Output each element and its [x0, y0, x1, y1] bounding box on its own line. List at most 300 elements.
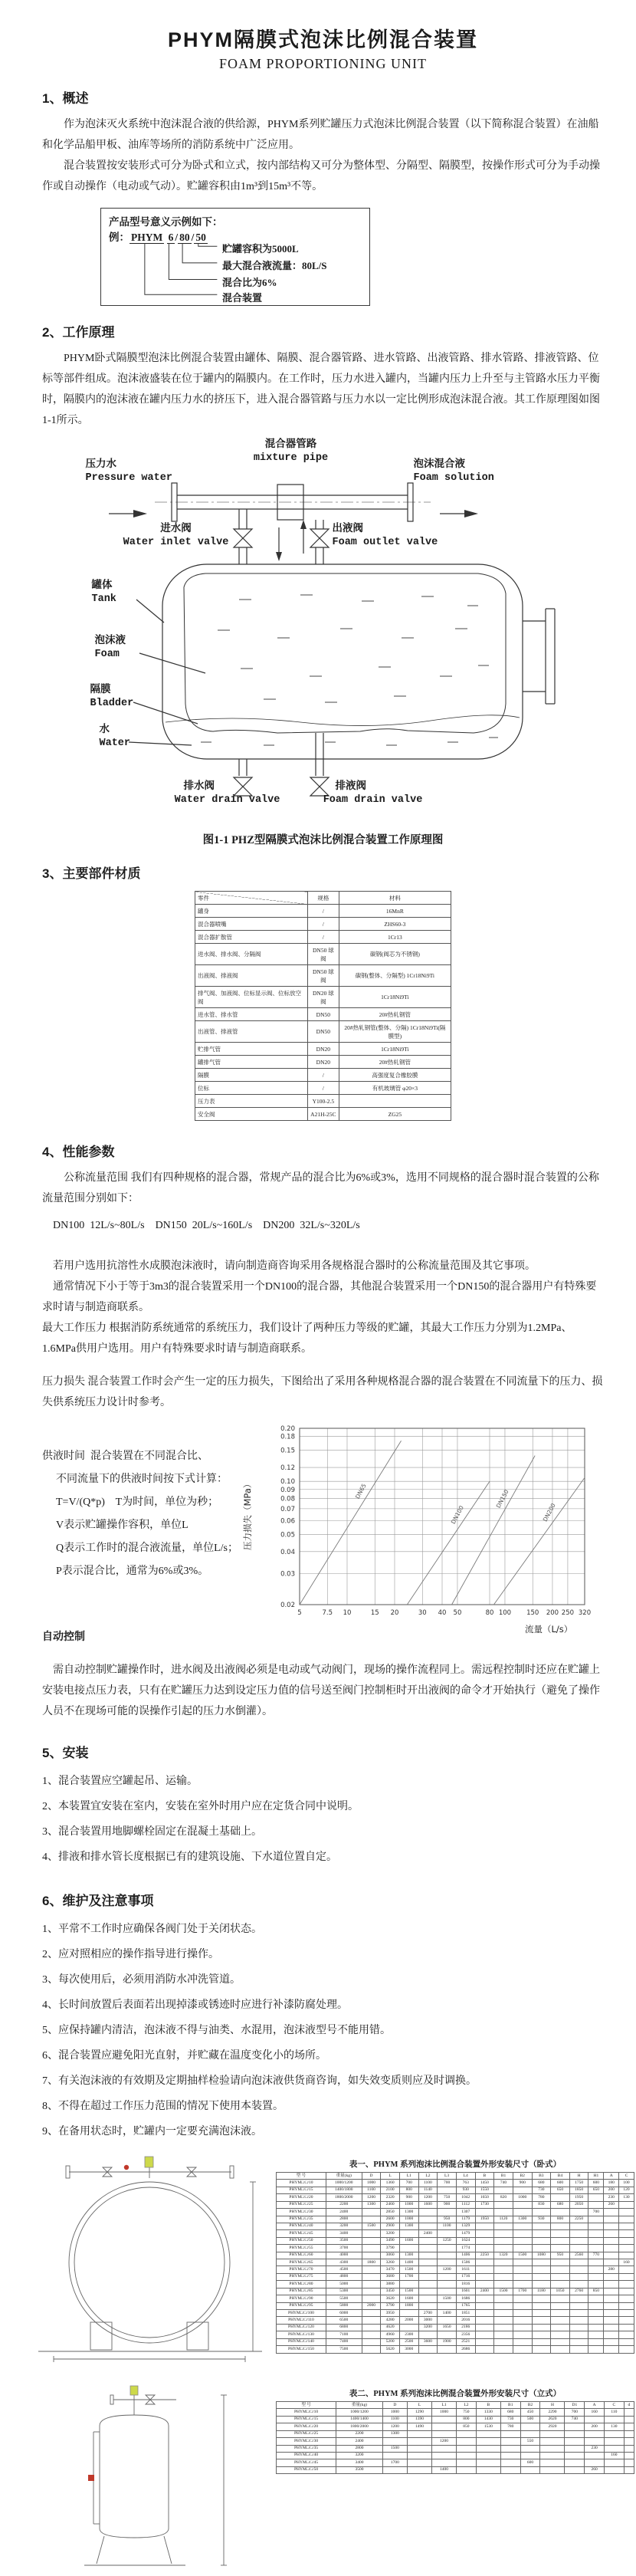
- table-cell: 700: [438, 2180, 457, 2187]
- table-cell: 730: [532, 2187, 551, 2193]
- table-cell: [513, 2259, 532, 2266]
- section-1-paragraph: 混合装置按安装形式可分为卧式和立式，按内部结构又可分为整体型、分隔型、隔膜型，按操作形式可分为手动操作或自动操作（电动或气动）。贮罐容积由1m³到15m³不等。: [42, 160, 600, 192]
- table-cell: [418, 2273, 438, 2280]
- list-item: 2、本装置宜安装在室内，安装在室外时用户应在定货合同中说明。: [42, 1801, 359, 1812]
- table-cell: 5500: [326, 2295, 362, 2302]
- table-cell: [569, 2317, 588, 2324]
- table-row: [277, 2223, 634, 2229]
- table-cell: 2200: [326, 2201, 362, 2208]
- table-header-cell: B1: [500, 2402, 520, 2409]
- table-header-cell: 型 号: [277, 2173, 326, 2180]
- table-cell: [513, 2338, 532, 2345]
- table-cell: [551, 2273, 570, 2280]
- table-row: [195, 1108, 451, 1121]
- table-cell: [494, 2331, 513, 2338]
- table-cell: [569, 2338, 588, 2345]
- table-cell: [431, 2445, 456, 2452]
- label-en: Foam: [94, 649, 120, 660]
- table-cell: 1000/1200: [336, 2409, 383, 2416]
- svg-text:250: 250: [561, 1609, 575, 1617]
- table-cell: [551, 2302, 570, 2309]
- table-row: [277, 2180, 634, 2187]
- table-cell: 700: [588, 2209, 604, 2216]
- table-cell: [565, 2445, 585, 2452]
- table-row: [277, 2438, 634, 2445]
- table-cell: 200: [585, 2423, 605, 2430]
- svg-text:7.5: 7.5: [322, 1609, 333, 1617]
- svg-text:10: 10: [343, 1609, 352, 1617]
- table-cell: 160: [585, 2409, 605, 2416]
- table-cell: 900: [438, 2201, 457, 2208]
- table-row: [277, 2466, 634, 2473]
- table-cell: PHYM□/□/10: [277, 2409, 336, 2416]
- table-cell: 1700: [513, 2288, 532, 2295]
- table-cell: 4620: [381, 2324, 400, 2331]
- table-cell: [494, 2302, 513, 2309]
- label-en: Water inlet valve: [123, 537, 229, 548]
- table-cell: 2600: [381, 2216, 400, 2223]
- svg-text:100: 100: [498, 1609, 512, 1617]
- table-cell: 850: [588, 2288, 604, 2295]
- table-cell: [475, 2310, 494, 2317]
- table-cell: 出液阀、排液阀: [195, 965, 308, 987]
- supply-time-line: 不同流量下的供液时间按下式计算：: [56, 1474, 228, 1485]
- table-cell: [520, 2466, 540, 2473]
- table-row: [195, 931, 451, 944]
- table-cell: 1400: [438, 2310, 457, 2317]
- table-header-cell: A: [585, 2402, 605, 2409]
- table-cell: [551, 2331, 570, 2338]
- table-cell: 280: [604, 2266, 619, 2273]
- table-cell: [438, 2252, 457, 2259]
- table-cell: 出液管、排液管: [195, 1021, 308, 1043]
- table-cell: 混合器喷嘴: [195, 918, 308, 931]
- table-cell: [604, 2259, 619, 2266]
- supply-time-line: V表示贮罐操作容积，单位L: [56, 1520, 189, 1531]
- diagram-label-pressure-water: [86, 458, 172, 485]
- table-cell: 1100: [362, 2187, 381, 2193]
- table-cell: [520, 2445, 540, 2452]
- table-cell: DN50 球阀: [307, 944, 339, 965]
- table-cell: 1300: [362, 2201, 381, 2208]
- table-cell: 2800: [326, 2216, 362, 2223]
- table-cell: 3470: [381, 2266, 400, 2273]
- table-cell: [476, 2445, 500, 2452]
- table-cell: 1200: [431, 2438, 456, 2445]
- table-cell: 763: [456, 2180, 475, 2187]
- table-row: [277, 2288, 634, 2295]
- table-cell: [500, 2452, 520, 2459]
- table-row: [195, 944, 451, 965]
- svg-text:0.18: 0.18: [280, 1433, 295, 1441]
- table-cell: 1000/1200: [326, 2180, 362, 2187]
- table-cell: [619, 2230, 634, 2237]
- table-cell: [619, 2324, 634, 2331]
- table-cell: PHYM□/□/95: [277, 2302, 326, 2309]
- table-cell: 1080: [532, 2252, 551, 2259]
- table-cell: [494, 2201, 513, 2208]
- table-cell: [382, 2466, 407, 2473]
- table-row: [277, 2302, 634, 2309]
- table-cell: [431, 2459, 456, 2466]
- svg-text:0.10: 0.10: [280, 1478, 295, 1487]
- table-cell: 2460: [381, 2201, 400, 2208]
- table-cell: 1601: [456, 2288, 475, 2295]
- table-cell: [513, 2324, 532, 2331]
- table-header-cell: B: [475, 2173, 494, 2180]
- svg-text:80: 80: [485, 1609, 494, 1617]
- table-header-cell: L3: [438, 2173, 457, 2180]
- table-cell: 1Cr18Ni9Ti: [339, 987, 451, 1008]
- table-cell: 1250: [438, 2237, 457, 2244]
- table-cell: 900: [399, 2194, 418, 2201]
- table-cell: [475, 2230, 494, 2237]
- table-cell: 6800: [326, 2324, 362, 2331]
- table-cell: [438, 2187, 457, 2193]
- list-item: 5、应保持罐内清洁，泡沫液不得与油类、水混用，泡沫液型号不能用错。: [42, 2025, 391, 2036]
- table-header-cell: 零件: [195, 892, 308, 905]
- table-cell: [532, 2317, 551, 2324]
- table-1-block: [0, 2155, 636, 2374]
- table-cell: [513, 2346, 532, 2353]
- table-1-caption: 表一、PHYM 系列泡沫比例混合装置外形安装尺寸（卧式）: [349, 2160, 562, 2169]
- pressure-loss-chart: [238, 1421, 606, 1651]
- table-cell: [540, 2445, 565, 2452]
- table-header-cell: 规格: [307, 892, 339, 905]
- table-cell: 4280: [381, 2317, 400, 2324]
- table-header-cell: L: [381, 2173, 400, 2180]
- table-cell: [494, 2310, 513, 2317]
- table-cell: [513, 2302, 532, 2309]
- table-cell: [362, 2317, 381, 2324]
- table-cell: 120: [619, 2187, 634, 2193]
- svg-text:DN150: DN150: [494, 1488, 510, 1510]
- table-cell: 700: [565, 2409, 585, 2416]
- table-cell: [588, 2302, 604, 2309]
- supply-time-column: [42, 1418, 238, 1660]
- table-cell: [551, 2259, 570, 2266]
- table-row: [195, 918, 451, 931]
- table-cell: [362, 2288, 381, 2295]
- table-cell: [494, 2237, 513, 2244]
- label-en: Water: [99, 738, 131, 749]
- table-row: [195, 965, 451, 987]
- table-cell: 混合器扩散管: [195, 931, 308, 944]
- table-cell: 2800: [336, 2445, 383, 2452]
- table-cell: [540, 2466, 565, 2473]
- table-cell: 1490: [407, 2423, 431, 2430]
- table-cell: PHYM□/□/35: [277, 2445, 336, 2452]
- table-cell: [532, 2281, 551, 2288]
- table-cell: 260: [604, 2201, 619, 2208]
- table-cell: 20#热轧钢管(整体、分隔) 1Cr18Ni9Ti(隔膜型): [339, 1021, 451, 1043]
- table-cell: [565, 2452, 585, 2459]
- table-cell: [382, 2452, 407, 2459]
- table-cell: 260: [585, 2466, 605, 2473]
- table-cell: [565, 2466, 585, 2473]
- table-cell: [605, 2466, 625, 2473]
- table-cell: [418, 2259, 438, 2266]
- table-cell: [569, 2259, 588, 2266]
- page-title: PHYM隔膜式泡沫比例混合装置: [167, 28, 478, 51]
- table-2-block: [0, 2384, 636, 2576]
- table-cell: 1500: [399, 2266, 418, 2273]
- table-2-area: [276, 2384, 634, 2474]
- table-cell: PHYM□/□/15: [277, 2416, 336, 2423]
- table-cell: 1400/1800: [326, 2187, 362, 2193]
- table-cell: [438, 2245, 457, 2252]
- table-cell: 5620: [381, 2346, 400, 2353]
- table-cell: 进水管、排水管: [195, 1008, 308, 1021]
- level-gauge-mark: [145, 2157, 153, 2167]
- table-cell: [551, 2266, 570, 2273]
- table-cell: /: [307, 905, 339, 918]
- label-en: mixture pipe: [253, 452, 329, 464]
- table-cell: [604, 2216, 619, 2223]
- table-cell: 有机玻璃管 φ20×3: [339, 1082, 451, 1095]
- table-cell: 2000: [362, 2302, 381, 2309]
- table-cell: [624, 2438, 634, 2445]
- table-cell: 1400: [431, 2466, 456, 2473]
- table-cell: 5000: [326, 2281, 362, 2288]
- table-cell: /: [307, 1069, 339, 1082]
- table-cell: 1800/2000: [326, 2194, 362, 2201]
- model-callout: 最大混合液流量：80L/S: [222, 260, 327, 271]
- table-cell: [540, 2459, 565, 2466]
- table-cell: [588, 2281, 604, 2288]
- table-row: [277, 2430, 634, 2437]
- table-cell: [569, 2281, 588, 2288]
- table-cell: 1600: [399, 2237, 418, 2244]
- label-zh: 隔膜: [90, 685, 111, 696]
- table-cell: [604, 2338, 619, 2345]
- table-cell: 排气阀、加液阀、位标显示阀、位标放空阀: [195, 987, 308, 1008]
- svg-text:DN65: DN65: [353, 1482, 368, 1500]
- table-cell: [362, 2237, 381, 2244]
- performance-columns: [42, 1418, 604, 1660]
- model-part-ratio: 6: [168, 232, 174, 243]
- table-cell: [431, 2416, 456, 2423]
- label-en: Foam outlet valve: [332, 537, 438, 548]
- table-cell: 2186: [456, 2324, 475, 2331]
- table-cell: PHYM□/□/20: [277, 2423, 336, 2430]
- table-cell: 730: [500, 2416, 520, 2423]
- section-4-heading: 4、性能参数: [42, 1145, 115, 1159]
- table-header-cell: C: [605, 2402, 625, 2409]
- table-cell: 950: [438, 2216, 457, 2223]
- diagram-label-foam-outlet-valve: [333, 523, 438, 549]
- table-row: [277, 2331, 634, 2338]
- label-en: Foam drain valve: [323, 794, 423, 806]
- svg-text:20: 20: [390, 1609, 399, 1617]
- table-cell: 650: [588, 2187, 604, 2193]
- table-cell: [624, 2452, 634, 2459]
- table-cell: [362, 2230, 381, 2237]
- table-cell: PHYM□/□/70: [277, 2266, 326, 2273]
- model-designation-box: [100, 208, 370, 306]
- table-row: [195, 905, 451, 918]
- table-cell: [551, 2324, 570, 2331]
- table-cell: [494, 2295, 513, 2302]
- table-row: [277, 2423, 634, 2430]
- section-1-paragraph: 作为泡沫灭火系统中泡沫混合液的供给源，PHYM系列贮罐压力式泡沫比例混合装置（以下简称混合装置）在油船和化学品船甲板、油库等场所的消防系统中广泛应用。: [42, 119, 599, 151]
- table-cell: 500: [520, 2416, 540, 2423]
- table-cell: [494, 2317, 513, 2324]
- table-cell: 770: [588, 2252, 604, 2259]
- figure-1-1-caption: 图1-1 PHZ型隔膜式泡沫比例混合装置工作原理图: [202, 834, 444, 846]
- table-row: [277, 2310, 634, 2317]
- table-cell: [500, 2438, 520, 2445]
- table-cell: 1320: [494, 2252, 513, 2259]
- table-cell: [604, 2273, 619, 2280]
- table-row: [277, 2317, 634, 2324]
- table-cell: 7400: [326, 2338, 362, 2345]
- table-cell: [494, 2187, 513, 2193]
- table-cell: PHYM□/□/85: [277, 2288, 326, 2295]
- table-cell: [362, 2281, 381, 2288]
- table-cell: [565, 2438, 585, 2445]
- table-cell: 1624: [456, 2237, 475, 2244]
- list-item: 4、长时间放置后表面若出现掉漆或锈迹时应进行补漆防腐处理。: [42, 1999, 348, 2011]
- table-cell: 1816: [456, 2281, 475, 2288]
- table-cell: 1400/1400: [336, 2416, 383, 2423]
- diagram-label-water-drain-valve: [162, 780, 293, 807]
- table-cell: [532, 2245, 551, 2252]
- table-cell: [399, 2281, 418, 2288]
- table-cell: [619, 2310, 634, 2317]
- table-cell: [418, 2346, 438, 2353]
- model-example-prefix: 例：: [109, 232, 129, 243]
- table-header-cell: 材料: [339, 892, 451, 905]
- table-cell: PHYM□/□/35: [277, 2216, 326, 2223]
- table-cell: [475, 2331, 494, 2338]
- table-cell: 2521: [456, 2338, 475, 2345]
- table-cell: [407, 2466, 431, 2473]
- table-cell: [362, 2216, 381, 2223]
- table-cell: 1300: [399, 2223, 418, 2229]
- table-cell: [588, 2324, 604, 2331]
- list-item: 7、有关泡沫液的有效期及定期抽样检验请向泡沫液供货商咨询，如失效变质则应及时调换。: [42, 2075, 477, 2087]
- table-cell: 3200: [336, 2452, 383, 2459]
- table-header-cell: 重量(kg): [336, 2402, 383, 2409]
- svg-text:0.08: 0.08: [280, 1495, 295, 1503]
- table-cell: [500, 2466, 520, 2473]
- table-cell: 1479: [456, 2230, 475, 2237]
- table-cell: [418, 2281, 438, 2288]
- table-cell: [494, 2230, 513, 2237]
- table-cell: 1000: [382, 2409, 407, 2416]
- table-header-cell: B3: [532, 2173, 551, 2180]
- table-cell: 3450: [381, 2288, 400, 2295]
- table-cell: [605, 2430, 625, 2437]
- table-cell: [475, 2259, 494, 2266]
- table-cell: [565, 2423, 585, 2430]
- table-cell: 900: [513, 2180, 532, 2187]
- table-cell: 230: [585, 2445, 605, 2452]
- table-cell: PHYM□/□/65: [277, 2259, 326, 2266]
- table-cell: PHYM□/□/25: [277, 2201, 326, 2208]
- table-row: [277, 2445, 634, 2452]
- table-cell: [418, 2288, 438, 2295]
- table-header-cell: d: [624, 2402, 634, 2409]
- table-cell: 位标: [195, 1082, 308, 1095]
- list-item: 8、不得在超过工作压力范围的情况下使用本装置。: [42, 2101, 284, 2112]
- materials-table: [195, 891, 451, 1121]
- svg-text:0.05: 0.05: [280, 1531, 295, 1539]
- table-cell: PHYM□/□/140: [277, 2338, 326, 2345]
- table-cell: [619, 2302, 634, 2309]
- table-cell: 700: [399, 2180, 418, 2187]
- table-cell: 130: [605, 2423, 625, 2430]
- table-cell: [588, 2259, 604, 2266]
- flow-range-values: DN100 12L/s~80L/s DN150 20L/s~160L/s DN200 32L/s~320L/s: [53, 1220, 360, 1231]
- table-cell: 2250: [475, 2252, 494, 2259]
- table-cell: PHYM□/□/50: [277, 2466, 336, 2473]
- table-cell: [588, 2273, 604, 2280]
- table-header-cell: D: [362, 2173, 381, 2180]
- table-cell: 2320: [381, 2194, 400, 2201]
- table-cell: 1179: [456, 2216, 475, 2223]
- table-cell: 100: [619, 2180, 634, 2187]
- table-cell: [418, 2331, 438, 2338]
- table-cell: [551, 2245, 570, 2252]
- table-cell: [457, 2445, 477, 2452]
- table-cell: 1506: [456, 2259, 475, 2266]
- table-cell: [513, 2201, 532, 2208]
- table-cell: [569, 2346, 588, 2353]
- table-cell: [475, 2324, 494, 2331]
- table-row: [277, 2281, 634, 2288]
- section-2-paragraph: PHYM卧式隔膜型泡沫比例混合装置由罐体、隔膜、混合器管路、进水管路、出液管路、排水管路、排液管路、位标等部件组成。泡沫液盛装在位于罐内的隔膜内。在工作时，压力水进入罐内，当罐内压力上升至与主管路水压力平衡时，隔膜内的泡沫液在罐内压力水的挤压下，进入混合器管路与压力水以一定比例形成泡沫混合液。其工作原理图如图1-1所示。: [42, 353, 600, 426]
- table-cell: 1750: [569, 2180, 588, 2187]
- model-intro: 产品型号意义示例如下：: [109, 216, 223, 228]
- table-cell: 1300: [382, 2430, 407, 2437]
- table-cell: 1765: [456, 2302, 475, 2309]
- table-cell: [569, 2295, 588, 2302]
- table-cell: [569, 2230, 588, 2237]
- table-row: [277, 2194, 634, 2201]
- table-cell: 4500: [326, 2266, 362, 2273]
- table-cell: 进水阀、排水阀、分隔阀: [195, 944, 308, 965]
- table-cell: 3620: [381, 2295, 400, 2302]
- table-cell: 850: [457, 2423, 477, 2430]
- table-cell: [540, 2438, 565, 2445]
- table-cell: 3260: [381, 2259, 400, 2266]
- table-cell: 2686: [456, 2346, 475, 2353]
- label-en: Bladder: [90, 698, 134, 709]
- table-cell: [585, 2452, 605, 2459]
- table-cell: [588, 2295, 604, 2302]
- table-header-cell: L1: [431, 2402, 456, 2409]
- table-cell: DN20: [307, 1043, 339, 1056]
- table-header-cell: L: [407, 2402, 431, 2409]
- table-cell: 6500: [326, 2317, 362, 2324]
- table-cell: 1140: [418, 2187, 438, 2193]
- table-cell: [569, 2310, 588, 2317]
- table-row: [195, 1043, 451, 1056]
- table-cell: [588, 2230, 604, 2237]
- table-cell: 3400: [336, 2459, 383, 2466]
- table-cell: 2100: [381, 2187, 400, 2193]
- table-cell: [418, 2237, 438, 2244]
- table-cell: 5300: [326, 2288, 362, 2295]
- table-cell: [619, 2317, 634, 2324]
- svg-text:流量（L/s）: 流量（L/s）: [525, 1624, 573, 1635]
- table-cell: 1100: [418, 2180, 438, 2187]
- table-cell: PHYM□/□/25: [277, 2430, 336, 2437]
- table-header-cell: B: [476, 2402, 500, 2409]
- supply-time-formula: T=V/(Q*p) T为时间，单位为秒；: [56, 1497, 219, 1508]
